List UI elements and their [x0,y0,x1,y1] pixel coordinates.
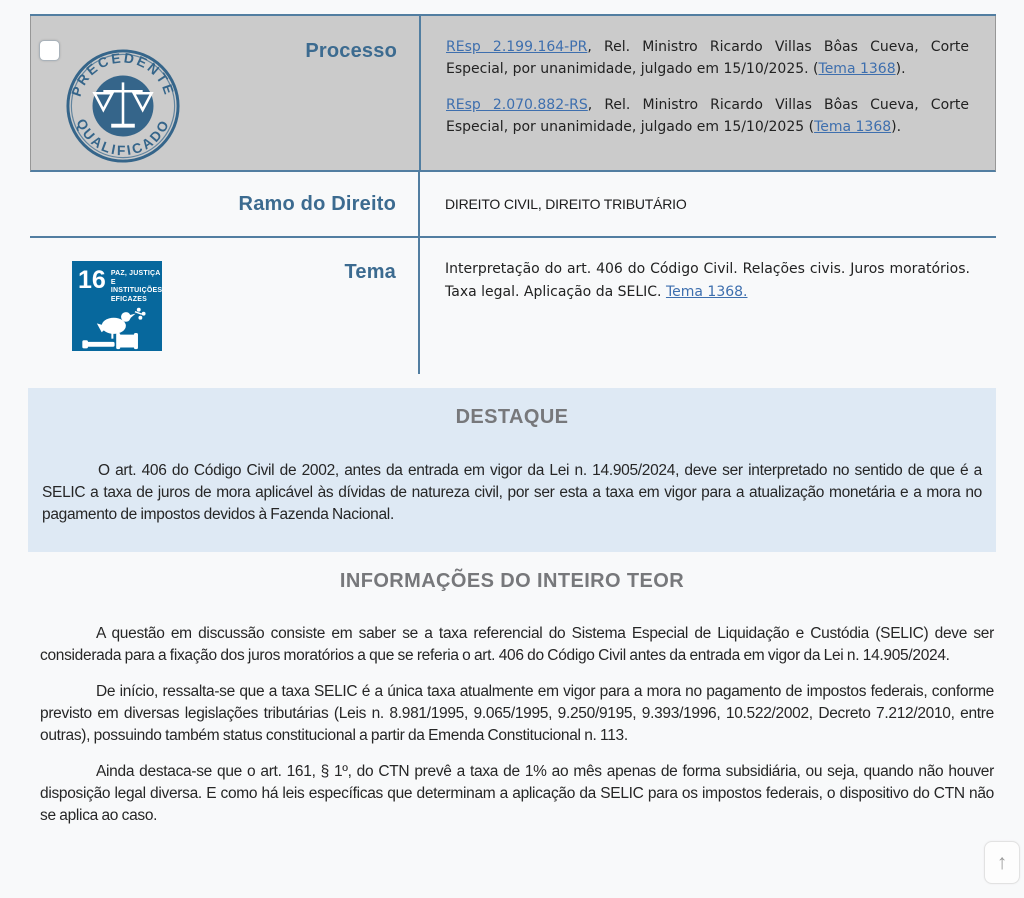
seal-bottom-text: QUALIFICADO [73,116,173,159]
teor-paragraph: A questão em discussão consiste em saber se a taxa referencial do Sistema Especial de Liquidação e Custódia (SELIC) deve ser considerada para a fixação dos juros moratórios a que se referia o art. 406 do Código Civil antes da entrada em vigor da Lei n. 14.905/2024. [40,625,994,664]
dove-and-gavel-icon [78,304,156,354]
tema-description [445,258,970,304]
process-entry [446,94,969,138]
inteiro-teor-body [40,623,994,827]
processo-content-cell [419,16,995,170]
processo-label-cell [31,16,419,170]
entry-suffix: ). [895,61,906,77]
entry-text: , Rel. Ministro Ricardo Villas Bôas Cueva, Corte Especial, por unanimidade, julgado em 15/10/2025. ( [446,39,969,77]
tema-label-cell [30,238,418,374]
tema-link[interactable]: Tema 1368. [665,284,748,300]
case-link[interactable]: REsp 2.199.164-PR [446,39,588,55]
destaque-body: O art. 406 do Código Civil de 2002, antes da entrada em vigor da Lei n. 14.905/2024, deve ser interpretado no sentido de que é a SELIC a taxa de juros de mora aplicável às dívidas de natureza civil, por ser esta a taxa em vigor para a atualização monetária e a mora no pagamento de impostos devidos à Fazenda Nacional. [42,462,982,523]
seal-top-text: PRECEDENTE [68,50,178,99]
ramo-label-cell [30,172,418,236]
table-row-processo [30,16,996,172]
inteiro-teor-title: INFORMAÇÕES DO INTEIRO TEOR [339,570,685,592]
ramo-content-cell [418,172,996,236]
table-row-ramo-do-direito [30,172,996,238]
destaque-title: DESTAQUE [455,406,569,428]
precedente-qualificado-seal-icon [64,47,182,165]
teor-paragraph: Ainda destaca-se que o art. 161, § 1º, do CTN prevê a taxa de 1% ao mês apenas de forma subsidiária, ou seja, quando não houver disposição legal diversa. E como há leis específicas que determinam a aplicação da SELIC para os impostos federais, o dispositivo do CTN não se aplica ao caso. [40,763,994,824]
up-arrow-icon: ↑ [996,850,1008,874]
destaque-section [28,388,996,552]
select-checkbox[interactable] [39,40,60,61]
tema-content-cell [418,238,996,374]
process-entry [446,36,969,80]
entry-suffix: ). [891,119,902,135]
table-row-tema [30,238,996,374]
entry-text: , Rel. Ministro Ricardo Villas Bôas Cueva, Corte Especial, por unanimidade, julgado em 15/10/2025 ( [446,97,970,135]
tema-link[interactable]: Tema 1368 [818,61,896,77]
sdg-number: 16 [78,266,106,294]
tema-link[interactable]: Tema 1368 [814,119,892,135]
case-link[interactable]: REsp 2.070.882-RS [446,97,588,113]
scroll-to-top-button[interactable] [984,841,1020,884]
row-label-processo: Processo [305,40,397,62]
sdg16-icon [72,261,162,351]
teor-paragraph: De início, ressalta-se que a taxa SELIC é a única taxa atualmente em vigor para a mora no pagamento de impostos federais, conforme previsto em diversas legislações tributárias (Leis n. 8.981/1995, 9.065/1995, 9.250/9195, 9.393/1996, 10.522/2002, Decreto 7.212/2010, entre outras), possuindo também status constitucional a partir da Emenda Constitucional n. 113. [40,683,994,744]
ramo-value: DIREITO CIVIL, DIREITO TRIBUTÁRIO [445,196,687,212]
row-label-tema: Tema [344,261,396,283]
row-label-ramo: Ramo do Direito [238,192,396,215]
judgment-table [30,14,996,374]
tema-description-text: Interpretação do art. 406 do Código Civil. Relações civis. Juros moratórios. Taxa legal. Aplicação da SELIC. [445,261,970,300]
sdg-title: PAZ, JUSTIÇA E INSTITUIÇÕES EFICAZES [110,270,163,303]
